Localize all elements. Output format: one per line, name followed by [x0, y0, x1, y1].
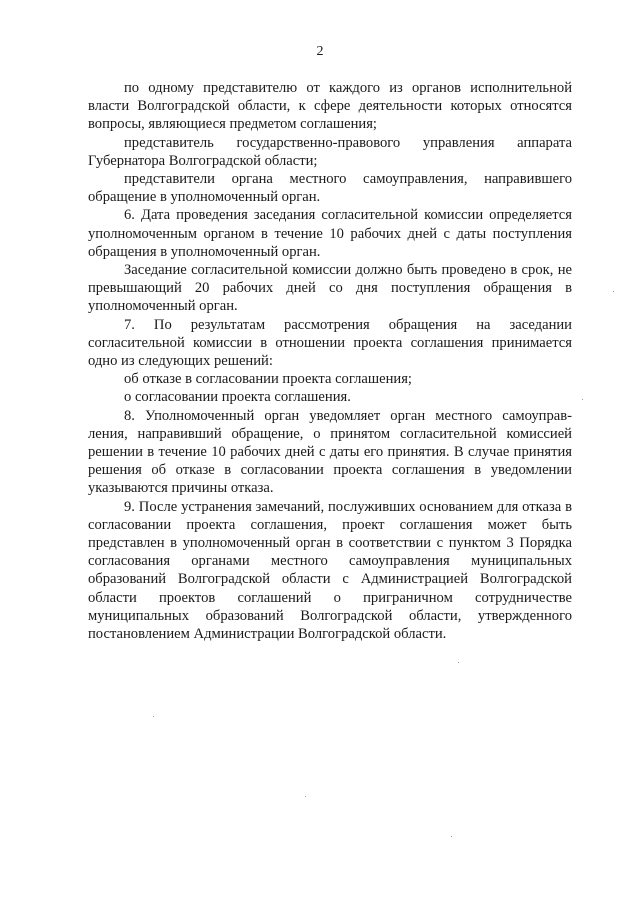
- paragraph-decision-approval: о согласовании проекта соглашения.: [124, 389, 351, 406]
- paragraph-item-7: 7. По результатам рассмотрения обращения на заседании согласительной комиссии в отношении проекта соглашения принимается одно из следующих решений:: [88, 316, 572, 370]
- paragraph-item-6: 6. Дата проведения заседания согласительной комиссии определяется уполномоченным органом в течение 10 рабочих дней с даты поступления обращения в уполномоченный орган.: [88, 207, 572, 260]
- paragraph-item-9: 9. После устранения замечаний, послуживших основанием для отказа в согласовании проекта соглашения, проект соглашения может быть представлен в уполномоченный орган в соответствии с пунктом 3 Порядка согласования органами местного самоуправления муниципальных образований Волгоградской области с Администрацией Волгоградской области проектов соглашений о приграничном сотрудничестве муниципальных образований Волгоградской области, утвержденного постановлением Администрации Волгоградской области.: [88, 498, 572, 643]
- scan-speck: [613, 291, 614, 292]
- paragraph-item-8: 8. Уполномоченный орган уведомляет орган местного самоуправ-ления, направивший обращение, о принятом согласительной комиссией решении в течение 10 рабочих дней с даты его принятия. В случае принятия решения об отказе в согласовании проекта соглашения в уведомлении указываются причины отказа.: [88, 407, 572, 497]
- scan-speck: [153, 716, 154, 717]
- paragraph-meeting-deadline: Заседание согласительной комиссии должно быть проведено в срок, не превышающий 20 рабочих дней со дня поступления обращения в уполномоченный орган.: [88, 262, 572, 315]
- scan-speck: [305, 796, 306, 797]
- paragraph-member-executive-bodies: по одному представителю от каждого из органов исполнительной власти Волгоградской области, к сфере деятельности которых относятся вопросы, являющиеся предметом соглашения;: [88, 80, 572, 133]
- paragraph-member-local-government: представители органа местного самоуправления, направившего обращение в уполномоченный орган.: [88, 171, 572, 206]
- scan-speck: [458, 662, 459, 663]
- scan-speck: [582, 399, 583, 400]
- paragraph-decision-refusal: об отказе в согласовании проекта соглашения;: [124, 371, 412, 388]
- scan-speck: [451, 836, 452, 837]
- document-body: [88, 79, 572, 643]
- paragraph-member-legal-department: представитель государственно-правового управления аппарата Губернатора Волгоградской области;: [88, 134, 572, 169]
- page-number: 2: [316, 44, 324, 59]
